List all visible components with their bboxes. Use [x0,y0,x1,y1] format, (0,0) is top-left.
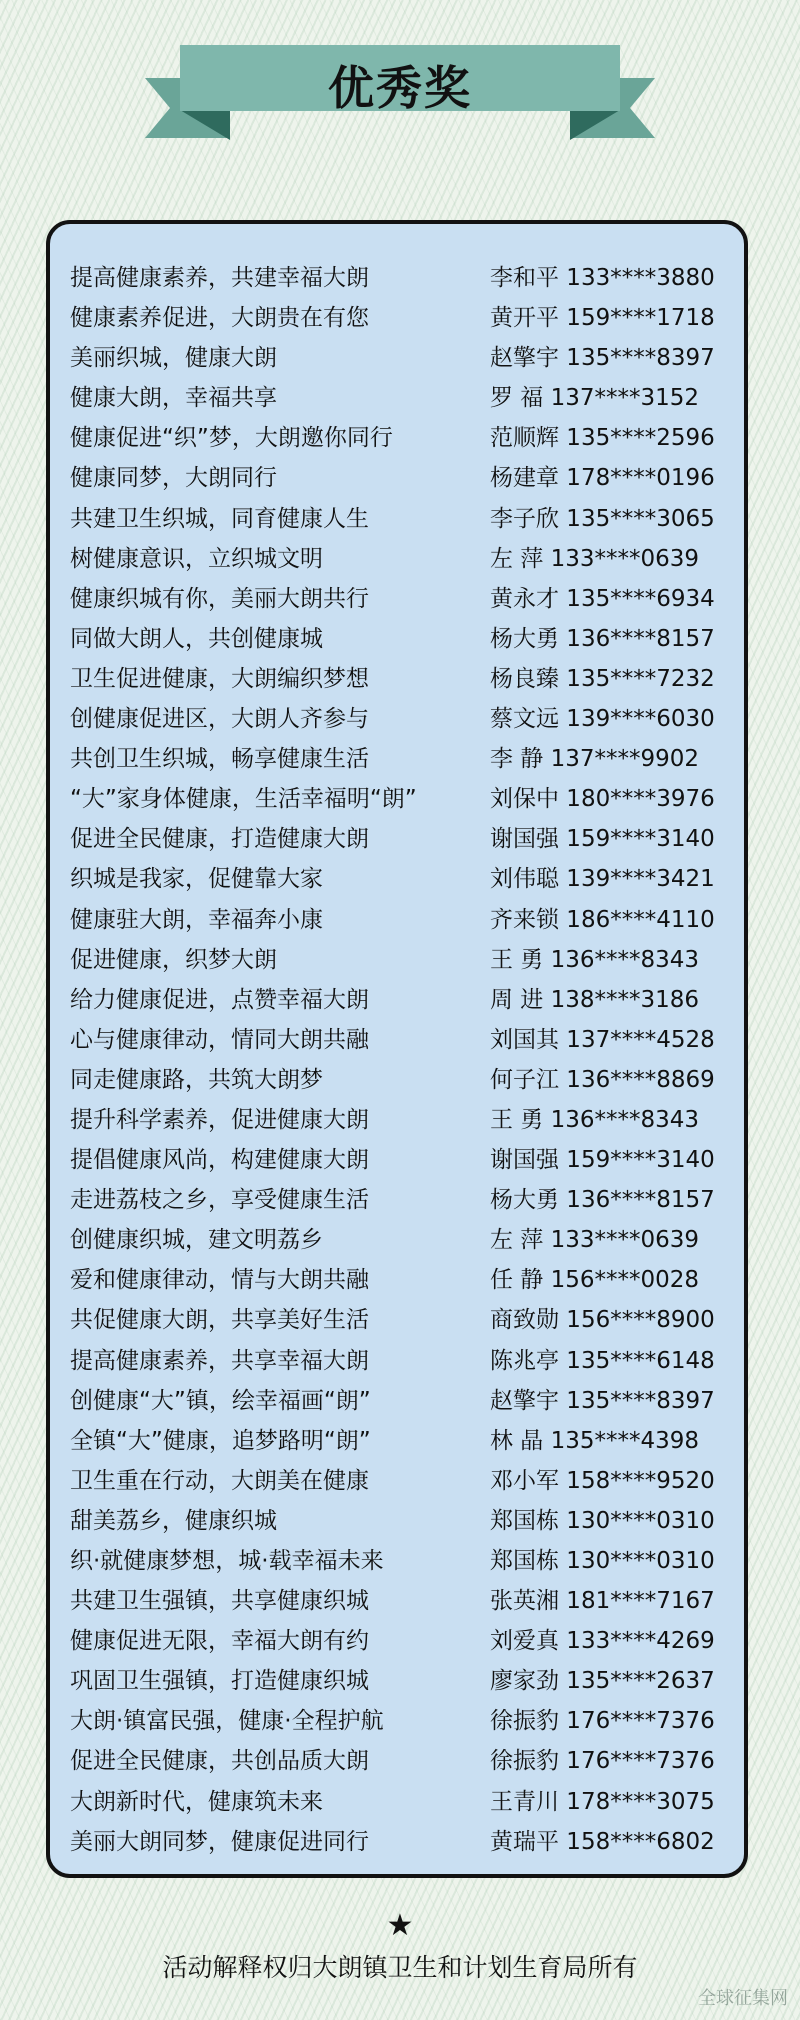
list-item [70,699,724,739]
list-item [70,1060,724,1100]
slogan-text: 共创卫生织城，畅享健康生活 [70,746,369,773]
winner-name-phone: 李 静 137****9902 [490,746,700,773]
winners-panel [46,220,748,1878]
watermark: 全球征集网 [698,1988,788,2009]
winner-name-phone: 左 萍 133****0639 [490,1227,700,1254]
slogan-text: 给力健康促进，点赞幸福大朗 [70,986,369,1013]
slogan-text: 大朗·镇富民强，健康·全程护航 [70,1708,384,1735]
slogan-text: 爱和健康律动，情与大朗共融 [70,1267,369,1294]
list-item [70,659,724,699]
winner-name-phone: 何子江 136****8869 [490,1066,715,1093]
list-item [70,1501,724,1541]
list-item [70,1381,724,1421]
list-item [70,298,724,338]
list-item [70,1300,724,1340]
slogan-text: “大”家身体健康，生活幸福明“朗” [70,786,417,813]
list-item [70,980,724,1020]
winner-name-phone: 郑国栋 130****0310 [490,1548,715,1574]
slogan-text: 织城是我家，促健靠大家 [70,866,323,893]
slogan-text: 健康素养促进，大朗贵在有您 [70,305,369,332]
slogan-text: 创健康促进区，大朗人齐参与 [70,706,369,733]
winner-name-phone: 李和平 133****3880 [490,265,715,291]
list-item [70,258,724,298]
list-item [70,619,724,659]
list-item [70,1140,724,1180]
list-item [70,1100,724,1140]
slogan-text: 心与健康律动，情同大朗共融 [70,1026,369,1053]
winner-name-phone: 王 勇 136****8343 [490,946,700,973]
slogan-text: 健康大朗，幸福共享 [70,385,277,412]
slogan-text: 健康驻大朗，幸福奔小康 [70,906,323,933]
winner-name-phone: 黄永才 135****6934 [490,585,715,612]
winner-name-phone: 廖家劲 135****2637 [490,1668,715,1695]
list-item [70,739,724,779]
list-item [70,779,724,819]
winner-name-phone: 齐来锁 186****4110 [490,906,715,933]
winner-name-phone: 商致勋 156****8900 [490,1307,715,1334]
slogan-text: 健康织城有你，美丽大朗共行 [70,585,369,612]
slogan-text: 甜美荔乡，健康织城 [70,1507,277,1534]
list-item [70,1260,724,1300]
winner-name-phone: 黄开平 159****1718 [490,305,715,332]
slogan-text: 美丽织城，健康大朗 [70,345,277,372]
slogan-text: 全镇“大”健康，追梦路明“朗” [70,1427,371,1454]
winner-name-phone: 王 勇 136****8343 [490,1106,700,1133]
slogan-text: 健康同梦，大朗同行 [70,465,277,492]
winner-name-phone: 邓小军 158****9520 [490,1467,715,1494]
slogan-text: 树健康意识，立织城文明 [70,545,323,572]
winner-name-phone: 王青川 178****3075 [490,1788,715,1815]
slogan-text: 创健康织城，建文明荔乡 [70,1227,323,1254]
winner-name-phone: 罗 福 137****3152 [490,385,700,412]
list-item [70,1180,724,1220]
list-item [70,579,724,619]
slogan-text: 创健康“大”镇，绘幸福画“朗” [70,1387,371,1414]
slogan-text: 织·就健康梦想，城·载幸福未来 [70,1548,384,1574]
winner-name-phone: 蔡文远 139****6030 [490,706,715,733]
winner-name-phone: 杨大勇 136****8157 [490,1187,715,1214]
slogan-text: 美丽大朗同梦，健康促进同行 [70,1828,369,1855]
list-item [70,819,724,859]
winner-name-phone: 任 静 156****0028 [490,1267,700,1294]
slogan-text: 健康促进“织”梦，大朗邀你同行 [70,425,393,452]
winner-name-phone: 张英湘 181****7167 [490,1588,715,1615]
winner-name-phone: 刘爱真 133****4269 [490,1628,715,1655]
winner-name-phone: 杨良臻 135****7232 [490,665,715,692]
list-item [70,458,724,498]
winner-name-phone: 左 萍 133****0639 [490,545,700,572]
page-title: 优秀奖 [328,61,472,115]
slogan-text: 同做大朗人，共创健康城 [70,625,323,652]
slogan-text: 提高健康素养，共建幸福大朗 [70,265,369,291]
slogan-text: 同走健康路，共筑大朗梦 [70,1066,323,1093]
list-item [70,1581,724,1621]
list-item [70,1461,724,1501]
slogan-text: 卫生重在行动，大朗美在健康 [70,1467,369,1494]
winner-name-phone: 赵擎宇 135****8397 [490,1387,715,1414]
winner-name-phone: 谢国强 159****3140 [490,1147,715,1174]
list-item [70,1421,724,1461]
slogan-text: 走进荔枝之乡，享受健康生活 [70,1187,369,1214]
winner-name-phone: 黄瑞平 158****6802 [490,1828,715,1855]
winner-name-phone: 杨建章 178****0196 [490,465,715,492]
winner-name-phone: 刘国其 137****4528 [490,1026,715,1053]
winners-list [70,258,724,1862]
slogan-text: 巩固卫生强镇，打造健康织城 [70,1668,369,1695]
list-item [70,1220,724,1260]
list-item [70,940,724,980]
list-item [70,418,724,458]
list-item [70,338,724,378]
winner-name-phone: 徐振豹 176****7376 [490,1708,715,1735]
winner-name-phone: 刘保中 180****3976 [490,786,715,813]
list-item [70,900,724,940]
slogan-text: 共建卫生强镇，共享健康织城 [70,1588,369,1615]
winner-name-phone: 范顺辉 135****2596 [490,425,715,452]
slogan-text: 共建卫生织城，同育健康人生 [70,505,369,532]
slogan-text: 健康促进无限，幸福大朗有约 [70,1628,369,1655]
slogan-text: 提高健康素养，共享幸福大朗 [70,1347,369,1374]
slogan-text: 提倡健康风尚，构建健康大朗 [70,1147,369,1174]
winner-name-phone: 林 晶 135****4398 [490,1427,700,1454]
winner-name-phone: 李子欣 135****3065 [490,505,715,532]
winner-name-phone: 杨大勇 136****8157 [490,625,715,652]
winner-name-phone: 徐振豹 176****7376 [490,1748,715,1775]
list-item [70,1020,724,1060]
slogan-text: 促进全民健康，共创品质大朗 [70,1748,369,1775]
list-item [70,1621,724,1661]
winner-name-phone: 刘伟聪 139****3421 [490,866,715,893]
winner-name-phone: 陈兆亭 135****6148 [490,1347,715,1374]
slogan-text: 共促健康大朗，共享美好生活 [70,1307,369,1334]
list-item [70,1661,724,1701]
list-item [70,499,724,539]
slogan-text: 促进全民健康，打造健康大朗 [70,826,369,853]
list-item [70,859,724,899]
winner-name-phone: 谢国强 159****3140 [490,826,715,853]
winner-name-phone: 赵擎宇 135****8397 [490,345,715,372]
star-icon: ★ [386,1908,414,1943]
slogan-text: 大朗新时代，健康筑未来 [70,1788,323,1815]
list-item [70,378,724,418]
list-item [70,539,724,579]
slogan-text: 卫生促进健康，大朗编织梦想 [70,665,369,692]
list-item [70,1701,724,1741]
list-item [70,1741,724,1781]
list-item [70,1822,724,1862]
winner-name-phone: 周 进 138****3186 [490,986,700,1013]
winner-name-phone: 郑国栋 130****0310 [490,1507,715,1534]
slogan-text: 提升科学素养，促进健康大朗 [70,1106,369,1133]
list-item [70,1782,724,1822]
list-item [70,1341,724,1381]
list-item [70,1541,724,1581]
footer-note: 活动解释权归大朗镇卫生和计划生育局所有 [162,1953,638,1982]
slogan-text: 促进健康，织梦大朗 [70,946,277,973]
